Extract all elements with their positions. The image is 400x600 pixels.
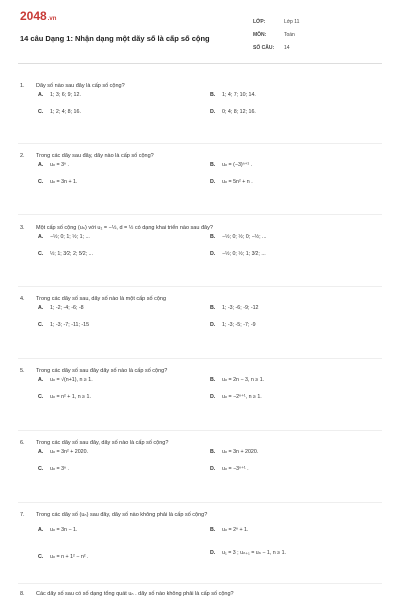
option-b: B. 1; 4; 7; 10; 14. (210, 92, 256, 98)
option-a: A. uₙ = 3n − 1. (38, 527, 78, 533)
option-c: C. uₙ = 3n + 1. (38, 179, 78, 185)
question-2: 2. Trong các dãy sau đây, dãy nào là cấp số cộng? A. uₙ = 3ⁿ . B. uₙ = (−3)ⁿ⁺¹ . C. uₙ = 3n + 1. D. uₙ = 5n² + n . (20, 153, 253, 185)
question-5: 5. Trong các dãy số sau đây dãy số nào là cấp số cộng? A. uₙ = √(n+1), n ≥ 1. B. uₙ = 2n − 3, n ≥ 1. C. uₙ = n² + 1, n ≥ 1. D. uₙ = −2ⁿ⁺¹, n ≥ 1. (20, 368, 265, 400)
header-divider (18, 63, 382, 64)
option-b: B. 1; -3; -6; -9; -12 (210, 305, 259, 311)
option-c: C. uₙ = 3ⁿ . (38, 466, 69, 472)
option-a: A. 1; -2; -4; -6; -8 (38, 305, 84, 311)
question-divider (18, 286, 382, 287)
question-8: 8. Các dãy số sau có số dạng tổng quát uₙ . dãy số nào không phải là cấp số cộng? (20, 591, 234, 597)
option-c: C. uₙ = n + 1² − n² . (38, 554, 89, 560)
meta-row-subject: MÔN: Toán (253, 32, 295, 38)
option-d: D. uₙ = 5n² + n . (210, 179, 253, 185)
question-divider (18, 214, 382, 215)
option-a: A. uₙ = √(n+1), n ≥ 1. (38, 377, 93, 383)
option-a: A. uₙ = 3ⁿ . (38, 162, 69, 168)
question-3: 3. Một cấp số cộng (uₙ) với u₁ = −½, d = ½ có dạng khai triển nào sau đây? A. −½; 0; 1; ½; 1; ... B. −½; 0; ½; 0; −½; ... C. ½; 1; 3⁄2; 2; 5⁄2; ... D. −½; 0; ½; 1; 3⁄2; ... (20, 225, 267, 257)
option-a: A. uₙ = 3n² + 2020. (38, 449, 89, 455)
option-a: A. −½; 0; 1; ½; 1; ... (38, 234, 90, 240)
option-d: D. u₁ = 3 ; uₙ₊₁ = uₙ − 1, n ≥ 1. (210, 550, 287, 556)
question-divider (18, 502, 382, 503)
question-divider (18, 430, 382, 431)
option-d: D. uₙ = −2ⁿ⁺¹, n ≥ 1. (210, 394, 262, 400)
site-logo[interactable]: 2048.vn (20, 9, 57, 23)
meta-info (253, 16, 299, 55)
option-b: B. uₙ = (−3)ⁿ⁺¹ . (210, 162, 253, 168)
option-d: D. −½; 0; ½; 1; 3⁄2; ... (210, 251, 266, 257)
option-d: D. 1; -3; -5; -7; -9 (210, 322, 256, 328)
question-1: 1. Dãy số nào sau đây là cấp số cộng? A. 1; 3; 6; 9; 12. B. 1; 4; 7; 10; 14. C. 1; 2; 4; 8; 16. D. 0; 4; 8; 12; 16. (20, 83, 256, 115)
option-c: C. uₙ = n² + 1, n ≥ 1. (38, 394, 91, 400)
option-c: C. 1; -3; -7; -11; -15 (38, 322, 90, 328)
option-b: B. −½; 0; ½; 0; −½; ... (210, 234, 267, 240)
question-6: 6. Trong các dãy số sau đây, dãy số nào là cấp số cộng? A. uₙ = 3n² + 2020. B. uₙ = 3n + 2020. C. uₙ = 3ⁿ . D. uₙ = −3ⁿ⁺¹ . (20, 440, 259, 472)
meta-row-count: SỐ CÂU: 14 (253, 45, 290, 51)
option-c: C. 1; 2; 4; 8; 16. (38, 109, 81, 115)
question-4: 4. Trong các dãy số sau, dãy số nào là một cấp số cộng A. 1; -2; -4; -6; -8 B. 1; -3; -6; -9; -12 C. 1; -3; -7; -11; -15 D. 1; -3; -5; -7; -9 (20, 296, 259, 328)
option-c: C. ½; 1; 3⁄2; 2; 5⁄2; ... (38, 251, 93, 257)
question-divider (18, 583, 382, 584)
meta-row-class: LỚP: Lớp 11 (253, 19, 300, 25)
question-divider (18, 358, 382, 359)
option-a: A. 1; 3; 6; 9; 12. (38, 92, 81, 98)
option-b: B. uₙ = 3n + 2020. (210, 449, 259, 455)
question-7: 7. Trong các dãy số (uₙ) sau đây, dãy số nào không phải là cấp số cộng? A. uₙ = 3n − 1. B. uₙ = 2ⁿ + 1. C. uₙ = n + 1² − n² . D. u₁ = 3 ; uₙ₊₁ = uₙ − 1, n ≥ 1. (20, 510, 385, 572)
option-b: B. uₙ = 2ⁿ + 1. (210, 527, 249, 533)
option-d: D. uₙ = −3ⁿ⁺¹ . (210, 466, 249, 472)
document-title: 14 câu Dạng 1: Nhận dạng một dãy số là cấp số cộng (20, 34, 210, 43)
option-d: D. 0; 4; 8; 12; 16. (210, 109, 256, 115)
question-divider (18, 143, 382, 144)
option-b: B. uₙ = 2n − 3, n ≥ 1. (210, 377, 265, 383)
